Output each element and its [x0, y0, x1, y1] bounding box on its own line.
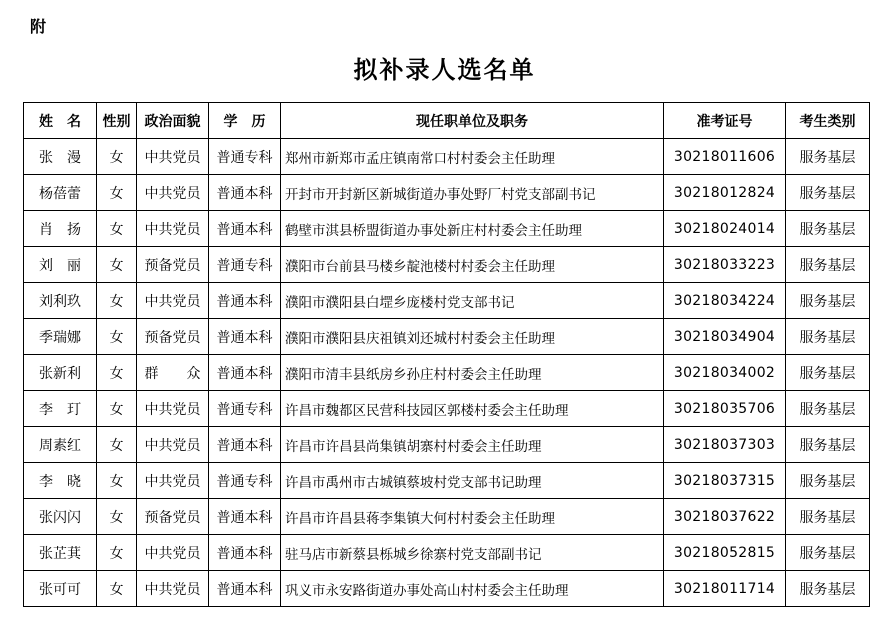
cell-position: 许昌市禹州市古城镇蔡坡村党支部书记助理	[281, 463, 664, 499]
cell-category: 服务基层	[786, 535, 870, 571]
cell-name: 张新利	[24, 355, 97, 391]
table-row	[24, 427, 870, 463]
cell-education: 普通专科	[209, 247, 281, 283]
cell-ticket: 30218012824	[664, 175, 786, 211]
cell-political: 中共党员	[137, 283, 209, 319]
cell-gender: 女	[97, 139, 137, 175]
cell-gender: 女	[97, 391, 137, 427]
cell-category: 服务基层	[786, 283, 870, 319]
cell-name: 张可可	[24, 571, 97, 607]
cell-political: 中共党员	[137, 139, 209, 175]
cell-education: 普通本科	[209, 535, 281, 571]
cell-education: 普通专科	[209, 391, 281, 427]
cell-position: 许昌市许昌县蒋李集镇大何村村委会主任助理	[281, 499, 664, 535]
cell-gender: 女	[97, 463, 137, 499]
cell-ticket: 30218034002	[664, 355, 786, 391]
cell-ticket: 30218034224	[664, 283, 786, 319]
cell-category: 服务基层	[786, 355, 870, 391]
table-row	[24, 463, 870, 499]
cell-gender: 女	[97, 427, 137, 463]
cell-name: 肖 扬	[24, 211, 97, 247]
cell-ticket: 30218035706	[664, 391, 786, 427]
cell-education: 普通本科	[209, 427, 281, 463]
cell-ticket: 30218033223	[664, 247, 786, 283]
header-name: 姓 名	[24, 103, 97, 139]
cell-ticket: 30218034904	[664, 319, 786, 355]
cell-education: 普通专科	[209, 463, 281, 499]
cell-name: 刘 丽	[24, 247, 97, 283]
cell-gender: 女	[97, 535, 137, 571]
cell-category: 服务基层	[786, 427, 870, 463]
cell-name: 季瑞娜	[24, 319, 97, 355]
cell-position: 许昌市许昌县尚集镇胡寨村村委会主任助理	[281, 427, 664, 463]
header-political: 政治面貌	[137, 103, 209, 139]
cell-position: 濮阳市濮阳县庆祖镇刘还城村村委会主任助理	[281, 319, 664, 355]
cell-position: 巩义市永安路街道办事处高山村村委会主任助理	[281, 571, 664, 607]
cell-category: 服务基层	[786, 499, 870, 535]
cell-ticket: 30218037303	[664, 427, 786, 463]
cell-position: 郑州市新郑市孟庄镇南常口村村委会主任助理	[281, 139, 664, 175]
cell-category: 服务基层	[786, 211, 870, 247]
cell-education: 普通专科	[209, 139, 281, 175]
cell-education: 普通本科	[209, 571, 281, 607]
cell-category: 服务基层	[786, 463, 870, 499]
cell-political: 中共党员	[137, 175, 209, 211]
table-row	[24, 391, 870, 427]
header-category: 考生类别	[786, 103, 870, 139]
table-row	[24, 571, 870, 607]
cell-ticket: 30218037622	[664, 499, 786, 535]
table-header-row	[24, 103, 870, 139]
cell-political: 中共党员	[137, 211, 209, 247]
table-row	[24, 499, 870, 535]
cell-education: 普通本科	[209, 499, 281, 535]
cell-political: 中共党员	[137, 535, 209, 571]
cell-education: 普通本科	[209, 175, 281, 211]
table-row	[24, 211, 870, 247]
cell-political: 预备党员	[137, 247, 209, 283]
cell-category: 服务基层	[786, 319, 870, 355]
cell-ticket: 30218052815	[664, 535, 786, 571]
table-row	[24, 175, 870, 211]
cell-name: 张闪闪	[24, 499, 97, 535]
cell-position: 许昌市魏都区民营科技园区郭楼村委会主任助理	[281, 391, 664, 427]
cell-gender: 女	[97, 283, 137, 319]
cell-name: 张 漫	[24, 139, 97, 175]
table-row	[24, 319, 870, 355]
cell-political: 中共党员	[137, 427, 209, 463]
cell-political: 中共党员	[137, 571, 209, 607]
candidate-table	[23, 102, 870, 607]
cell-political: 预备党员	[137, 319, 209, 355]
cell-gender: 女	[97, 319, 137, 355]
table-row	[24, 535, 870, 571]
cell-position: 濮阳市清丰县纸房乡孙庄村村委会主任助理	[281, 355, 664, 391]
cell-political: 群 众	[137, 355, 209, 391]
cell-category: 服务基层	[786, 139, 870, 175]
table-row	[24, 355, 870, 391]
cell-gender: 女	[97, 499, 137, 535]
cell-gender: 女	[97, 355, 137, 391]
cell-gender: 女	[97, 211, 137, 247]
cell-ticket: 30218024014	[664, 211, 786, 247]
cell-category: 服务基层	[786, 247, 870, 283]
cell-education: 普通本科	[209, 283, 281, 319]
cell-position: 开封市开封新区新城街道办事处野厂村党支部副书记	[281, 175, 664, 211]
cell-category: 服务基层	[786, 571, 870, 607]
header-gender: 性别	[97, 103, 137, 139]
cell-name: 周素红	[24, 427, 97, 463]
cell-position: 濮阳市台前县马楼乡靛池楼村村委会主任助理	[281, 247, 664, 283]
cell-position: 驻马店市新蔡县栎城乡徐寨村党支部副书记	[281, 535, 664, 571]
cell-gender: 女	[97, 247, 137, 283]
cell-category: 服务基层	[786, 391, 870, 427]
table-row	[24, 247, 870, 283]
cell-name: 张芷萁	[24, 535, 97, 571]
cell-political: 预备党员	[137, 499, 209, 535]
cell-position: 鹤壁市淇县桥盟街道办事处新庄村村委会主任助理	[281, 211, 664, 247]
cell-education: 普通本科	[209, 319, 281, 355]
cell-gender: 女	[97, 175, 137, 211]
cell-name: 刘利玖	[24, 283, 97, 319]
cell-gender: 女	[97, 571, 137, 607]
table-row	[24, 139, 870, 175]
cell-name: 李 玎	[24, 391, 97, 427]
cell-position: 濮阳市濮阳县白堽乡庞楼村党支部书记	[281, 283, 664, 319]
header-ticket: 准考证号	[664, 103, 786, 139]
cell-ticket: 30218011714	[664, 571, 786, 607]
cell-political: 中共党员	[137, 391, 209, 427]
header-position: 现任职单位及职务	[281, 103, 664, 139]
attachment-label: 附	[30, 17, 47, 36]
cell-ticket: 30218011606	[664, 139, 786, 175]
cell-political: 中共党员	[137, 463, 209, 499]
cell-name: 杨蓓蕾	[24, 175, 97, 211]
cell-name: 李 晓	[24, 463, 97, 499]
table-row	[24, 283, 870, 319]
page-title: 拟补录人选名单	[353, 56, 536, 84]
cell-ticket: 30218037315	[664, 463, 786, 499]
cell-education: 普通本科	[209, 355, 281, 391]
header-education: 学 历	[209, 103, 281, 139]
cell-education: 普通本科	[209, 211, 281, 247]
cell-category: 服务基层	[786, 175, 870, 211]
